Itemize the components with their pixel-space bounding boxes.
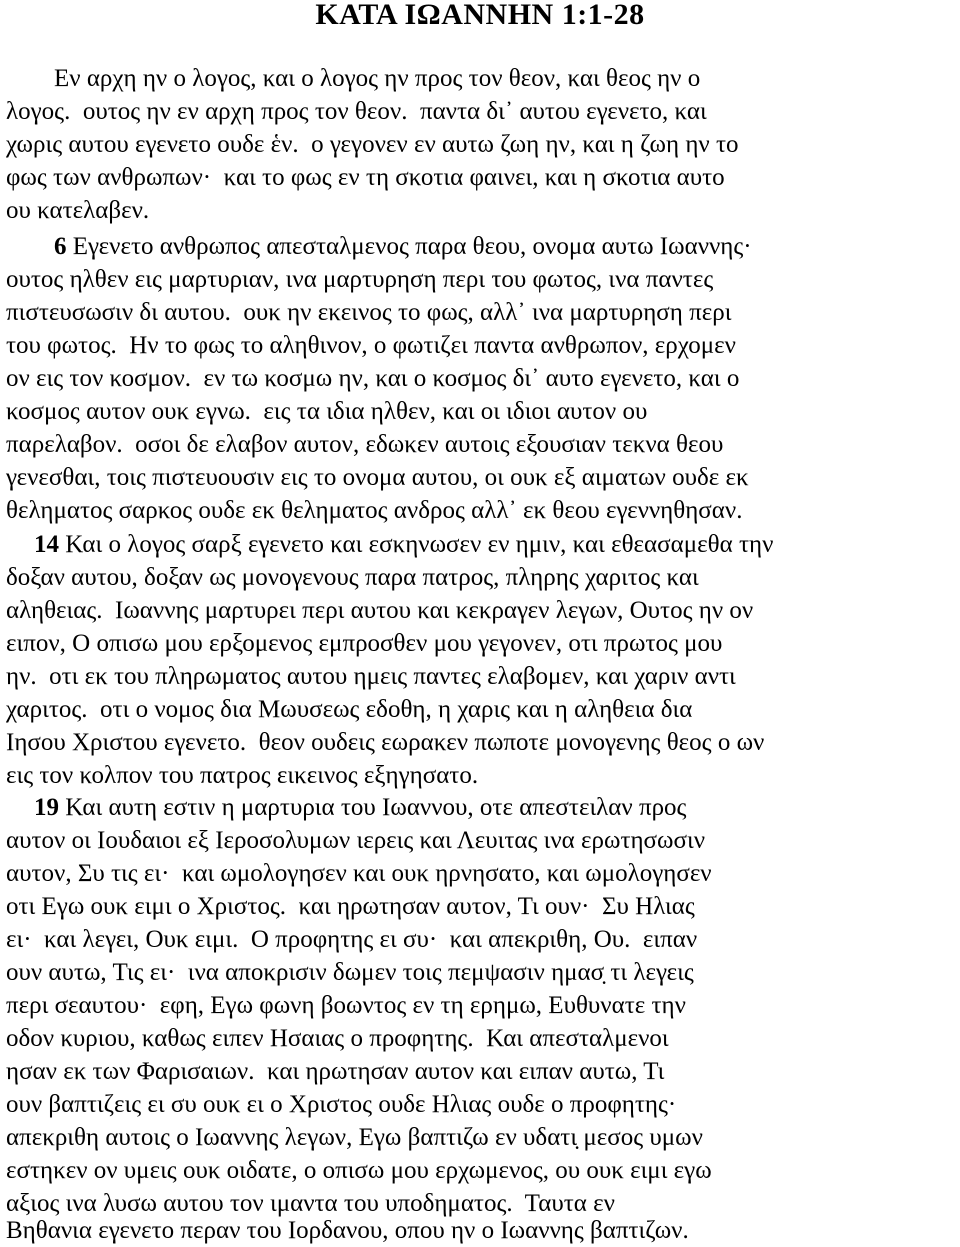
text-line: χαριτος. οτι ο νομος δια Μωυσεως εδοθη, η χαρις και η αληθεια δια [6, 696, 693, 723]
text-line: Βηθανια εγενετο περαν του Ιορδανου, οπου ην ο Ιωαννης βαπτιζων. [6, 1217, 689, 1244]
text-line: αυτον, Συ τις ει· και ωμολογησεν και ουκ ηρνησατο, και ωμολογησεν [6, 860, 712, 887]
text-line: ει· και λεγει, Ουκ ειμι. Ο προφητης ει συ· και απεκριθη, Ου. ειπαν [6, 926, 698, 953]
text-line: οτι Εγω ουκ ειμι ο Χριστος. και ηρωτησαν αυτον, Τι ουν· Συ Ηλιας [6, 893, 695, 920]
verse-line [34, 530, 773, 560]
text-line: ου κατελαβεν. [6, 197, 150, 224]
text-line: γενεσθαι, τοις πιστευουσιν εις το ονομα αυτου, οι ουκ εξ αιματων ουδε εκ [6, 464, 749, 491]
text-line: ην. οτι εκ του πληρωματος αυτου ημεις παντες ελαβομεν, και χαριν αντι [6, 663, 736, 690]
verse-line [54, 232, 752, 262]
text-line: απεκριθη αυτοις ο Ιωαννης λεγων, Εγω βαπτιζω εν υδατι̣ μεσος υμων [6, 1124, 703, 1151]
text-line: Ιησου Χριστου εγενετο. θεον ουδεις εωρακεν πωποτε μονογενης θεος ο ων [6, 729, 765, 756]
page-title: ΚΑΤΑ ΙΩΑΝΝΗΝ 1:1-28 [315, 0, 645, 31]
text-line: φως των ανθρωπων· και το φως εν τη σκοτια φαινει, και η σκοτια αυτο [6, 164, 725, 191]
text-line: ον εις τον κοσμον. εν τω κοσμω ην, και ο κοσμος δι᾽ αυτο εγενετο, και ο [6, 365, 740, 392]
text-line: Και αυτη εστιν η μαρτυρια του Ιωαννου, οτε απεστειλαν προς [65, 794, 687, 821]
verse-number: 14 [34, 531, 59, 558]
text-line: ουτος ηλθεν εις μαρτυριαν, ινα μαρτυρηση περι του φωτος, ινα παντες [6, 266, 714, 293]
text-line: αξιος ινα λυσω αυτου τον ιμαντα του υποδηματος. Ταυτα εν [6, 1190, 615, 1217]
text-line: ουν αυτω, Τις ει· ινα αποκρισιν δωμεν τοις πεμψασιν ημασ̣ τι λεγεις [6, 959, 694, 986]
text-line: ουν βαπτιζεις ει συ ουκ ει ο Χριστος ουδε Ηλιας ουδε ο προφητης· [6, 1091, 677, 1118]
text-line: χωρις αυτου εγενετο ουδε ἑν. ο γεγονεν εν αυτω ζωη ην, και η ζωη ην το [6, 131, 739, 158]
verse-number: 6 [54, 233, 67, 260]
text-line: Εν αρχη ην ο λογος, και ο λογος ην προς τον θεον, και θεος ην ο [54, 65, 701, 92]
text-line: αυτον οι Ιουδαιοι εξ Ιεροσολυμων ιερεις και Λευιτας ινα ερωτησωσιν [6, 827, 705, 854]
text-line: πιστευσωσιν δι αυτου. ουκ ην εκεινος το φως, αλλ᾽ ινα μαρτυρηση περι [6, 299, 732, 326]
text-line: του φωτος. Ην το φως το αληθινον, ο φωτιζει παντα ανθρωπον, ερχομεν [6, 332, 736, 359]
text-line: ειπον, Ο οπισω μου ερξομενος εμπροσθεν μου γεγονεν, οτι πρωτος μου [6, 630, 723, 657]
text-line: αληθειας. Ιωαννης μαρτυρει περι αυτου και κεκραγεν λεγων, Ουτος ην ον [6, 597, 754, 624]
text-line: δοξαν αυτου, δοξαν ως μονογενους παρα πατρος, πληρης χαριτος και [6, 564, 699, 591]
verse-line [34, 793, 686, 823]
text-line: λογος. ουτος ην εν αρχη προς τον θεον. παντα δι᾽ αυτου εγενετο, και [6, 98, 707, 125]
text-line: θεληματος σαρκος ουδε εκ θεληματος ανδρος αλλ᾽ εκ θεου εγεννηθησαν. [6, 497, 743, 524]
verse-number: 19 [34, 794, 59, 821]
text-line: παρελαβον. οσοι δε ελαβον αυτον, εδωκεν αυτοις εξουσιαν τεκνα θεου [6, 431, 724, 458]
text-line: Εγενετο ανθρωπος απεσταλμενος παρα θεου, ονομα αυτω Ιωαννης· [72, 233, 752, 260]
text-line: οδον κυριου, καθως ειπεν Ησαιας ο προφητης. Και απεσταλμενοι [6, 1025, 669, 1052]
text-line: εις τον κολπον του πατρος εικεινος εξηγησατο. [6, 762, 479, 789]
text-line: εστηκεν ον υμεις ουκ οιδατε, ο οπισω μου ερχωμενος, ου ουκ ειμι εγω [6, 1157, 712, 1184]
text-line: περι σεαυτου· εφη, Εγω φωνη βοωντος εν τη ερημω, Ευθυνατε την [6, 992, 686, 1019]
text-line: Και ο λογος σαρξ εγενετο και εσκηνωσεν εν ημιν, και εθεασαμεθα την [65, 531, 774, 558]
text-line: κοσμος αυτον ουκ εγνω. εις τα ιδια ηλθεν, και οι ιδιοι αυτον ου [6, 398, 648, 425]
text-line: ησαν εκ των Φαρισαιων. και ηρωτησαν αυτον και ειπαν αυτω, Τι [6, 1058, 665, 1085]
